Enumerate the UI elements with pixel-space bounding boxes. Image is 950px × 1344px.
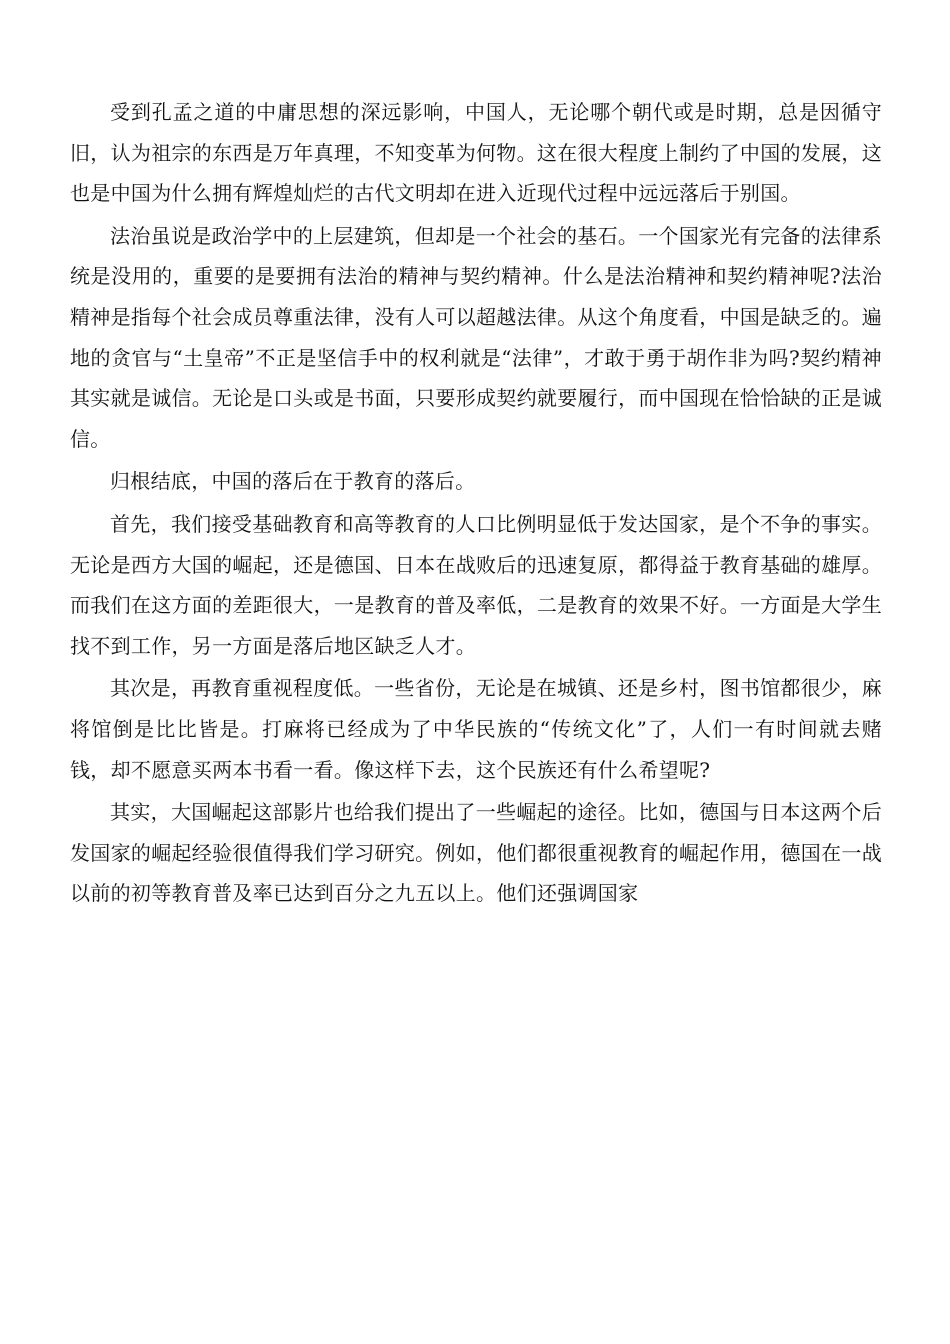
- document-body: [70, 92, 882, 916]
- paragraph-5: 其次是，再教育重视程度低。一些省份，无论是在城镇、还是乡村，图书馆都很少，麻将馆倒是比比皆是。打麻将已经成为了中华民族的“传统文化”了，人们一有时间就去赌钱，却不愿意买两本书看一看。像这样下去，这个民族还有什么希望呢?: [70, 676, 882, 782]
- paragraph-3: 归根结底，中国的落后在于教育的落后。: [110, 469, 476, 494]
- paragraph-4: 首先，我们接受基础教育和高等教育的人口比例明显低于发达国家，是个不争的事实。无论是西方大国的崛起，还是德国、日本在战败后的迅速复原，都得益于教育基础的雄厚。而我们在这方面的差距很大，一是教育的普及率低，二是教育的效果不好。一方面是大学生找不到工作，另一方面是落后地区缺乏人才。: [70, 511, 882, 658]
- paragraph-1: 受到孔孟之道的中庸思想的深远影响，中国人，无论哪个朝代或是时期，总是因循守旧，认为祖宗的东西是万年真理，不知变革为何物。这在很大程度上制约了中国的发展，这也是中国为什么拥有辉煌灿烂的古代文明却在进入近现代过程中远远落后于别国。: [70, 100, 882, 206]
- paragraph-2: 法治虽说是政治学中的上层建筑，但却是一个社会的基石。一个国家光有完备的法律系统是没用的，重要的是要拥有法治的精神与契约精神。什么是法治精神和契约精神呢?法治精神是指每个社会成员尊重法律，没有人可以超越法律。从这个角度看，中国是缺乏的。遍地的贪官与“土皇帝”不正是坚信手中的权利就是“法律”，才敢于勇于胡作非为吗?契约精神其实就是诚信。无论是口头或是书面，只要形成契约就要履行，而中国现在恰恰缺的正是诚信。: [70, 223, 882, 451]
- paragraph-6: 其实，大国崛起这部影片也给我们提出了一些崛起的途径。比如，德国与日本这两个后发国家的崛起经验很值得我们学习研究。例如，他们都很重视教育的崛起作用，德国在一战以前的初等教育普及率已达到百分之九五以上。他们还强调国家: [70, 800, 882, 906]
